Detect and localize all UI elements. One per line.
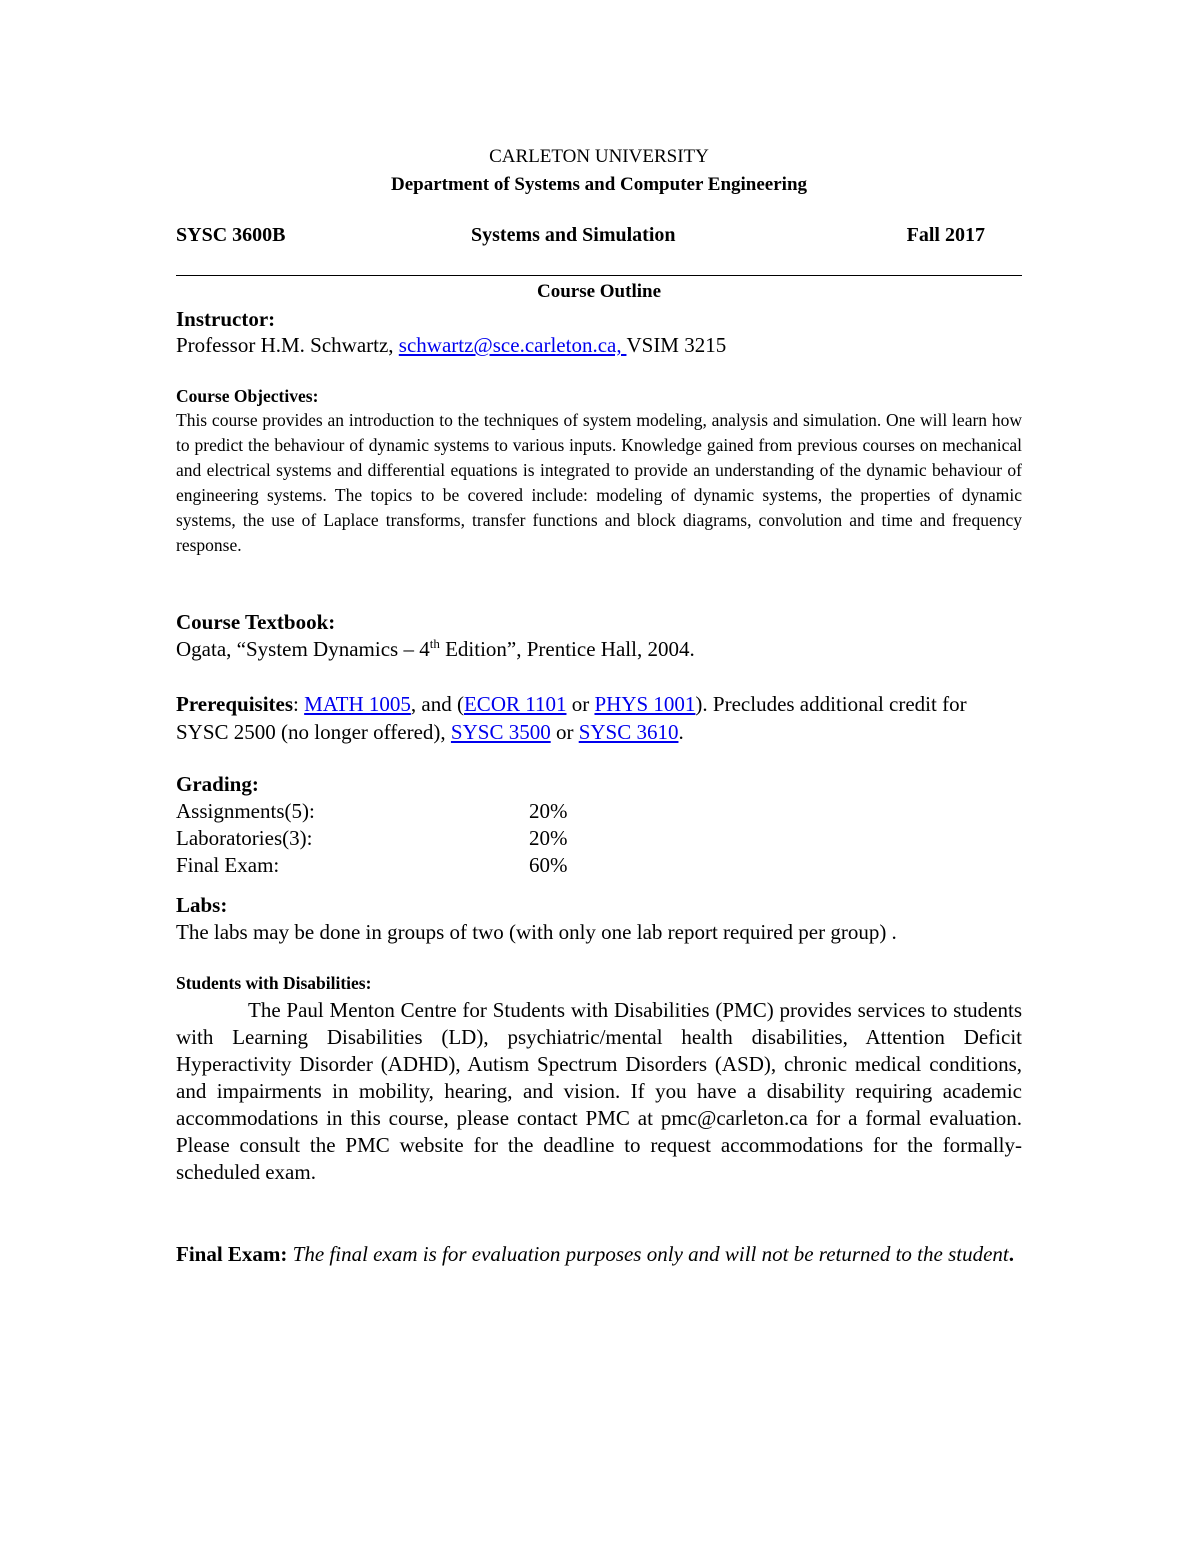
final-exam-note	[176, 1240, 1016, 1268]
course-info-row	[176, 224, 1022, 252]
course-title: Systems and Simulation	[471, 224, 676, 246]
course-code: SYSC 3600B	[176, 224, 286, 246]
ecor-1101-link[interactable]: ECOR 1101	[463, 692, 567, 716]
final-exam-text: The final exam is for evaluation purposes only and will not be returned to the student	[292, 1242, 1009, 1266]
textbook-edition-sup: th	[429, 636, 440, 651]
prereq-text-1: , and (	[410, 692, 464, 716]
objectives-text: This course provides an introduction to the techniques of system modeling, analysis and simulation. One will learn how to predict the behaviour of dynamic systems to various inputs. Knowledge gained from previous courses on mechanical and electrical systems and differential equations is integrated to provide an understanding of the dynamic behaviour of engineering systems. The topics to be covered include: modeling of dynamic systems, the properties of dynamic systems, the use of Laplace transforms, transfer functions and block diagrams, convolution and time and frequency response.	[176, 410, 1022, 555]
grading-row	[176, 852, 1022, 879]
grading-value: 60%	[529, 853, 568, 877]
instructor-email-link[interactable]: schwartz@sce.carleton.ca,	[398, 333, 627, 357]
instructor-name: Professor H.M. Schwartz,	[176, 333, 399, 357]
header-divider	[176, 275, 1022, 276]
prerequisites-label: Prerequisites	[176, 692, 294, 716]
grading-label: Final Exam:	[176, 853, 280, 877]
prereq-text-3: ). Precludes additional credit for SYSC 2500 (no longer offered),	[176, 692, 967, 744]
grading-heading: Grading:	[176, 772, 259, 796]
grading-label: Laboratories(3):	[176, 826, 313, 850]
grading-value: 20%	[529, 826, 568, 850]
grading-row	[176, 825, 1022, 852]
prerequisites-colon: :	[293, 692, 305, 716]
grading-table	[176, 798, 1022, 879]
disabilities-text: The Paul Menton Centre for Students with Disabilities (PMC) provides services to students with Learning Disabilities (LD), psychiatric/mental health disabilities, Attention Deficit Hyperactivity Disorder (ADHD), Autism Spectrum Disorders (ASD), chronic medical conditions, and impairments in mobility, hearing, and vision. If you have a disability requiring academic accommodations in this course, please contact PMC at pmc@carleton.ca for a formal evaluation. Please consult the PMC website for the deadline to request accommodations for the formally-scheduled exam.	[176, 998, 1022, 1184]
grading-label: Assignments(5):	[176, 799, 315, 823]
prereq-text-2: or	[566, 692, 595, 716]
textbook-heading: Course Textbook:	[176, 610, 336, 634]
course-term: Fall 2017	[906, 224, 985, 246]
outline-title: Course Outline	[536, 281, 662, 302]
math-1005-link[interactable]: MATH 1005	[304, 692, 411, 716]
prereq-text-4: or	[550, 720, 579, 744]
labs-text: The labs may be done in groups of two (with only one lab report required per group) .	[176, 920, 897, 944]
grading-value: 20%	[529, 799, 568, 823]
university-name: CARLETON UNIVERSITY	[489, 146, 709, 167]
sysc-3500-link[interactable]: SYSC 3500	[450, 720, 551, 744]
final-exam-period: .	[1008, 1242, 1014, 1266]
textbook-text	[176, 636, 1022, 663]
textbook-citation-start: Ogata, “System Dynamics – 4	[176, 637, 430, 661]
instructor-office: VSIM 3215	[626, 333, 727, 357]
department-name: Department of Systems and Computer Engineering	[390, 174, 808, 195]
prerequisites-paragraph	[176, 690, 996, 746]
final-exam-label: Final Exam:	[176, 1242, 288, 1266]
instructor-heading: Instructor:	[176, 307, 276, 331]
grading-row	[176, 798, 1022, 825]
instructor-line	[176, 332, 1022, 359]
prereq-text-5: .	[678, 720, 684, 744]
phys-1001-link[interactable]: PHYS 1001	[594, 692, 696, 716]
objectives-heading: Course Objectives:	[176, 386, 319, 406]
disabilities-heading: Students with Disabilities:	[176, 973, 372, 993]
labs-heading: Labs:	[176, 893, 228, 917]
sysc-3610-link[interactable]: SYSC 3610	[578, 720, 679, 744]
textbook-citation-end: Edition”, Prentice Hall, 2004.	[439, 637, 695, 661]
